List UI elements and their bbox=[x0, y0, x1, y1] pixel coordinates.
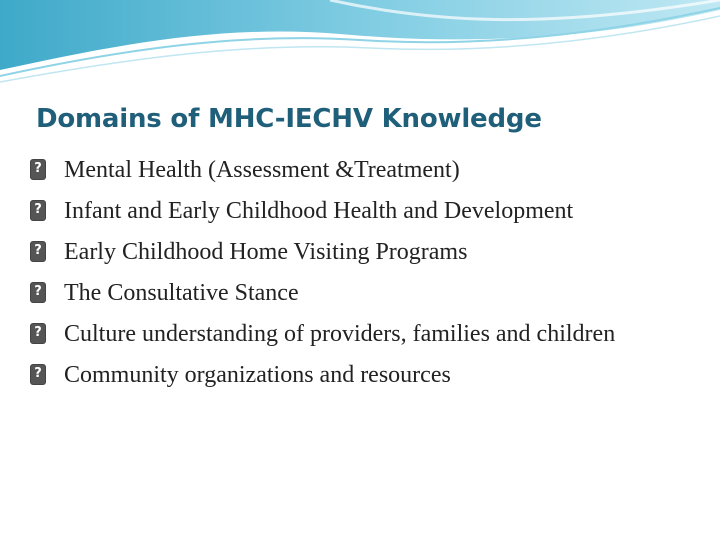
list-item bbox=[30, 195, 690, 227]
list-item-text: The Consultative Stance bbox=[64, 280, 299, 306]
list-item-text: Community organizations and resources bbox=[64, 362, 451, 388]
list-item-text: Early Childhood Home Visiting Programs bbox=[64, 239, 468, 265]
list-item bbox=[30, 277, 690, 309]
list-item-text: Culture understanding of providers, families and children bbox=[64, 321, 616, 347]
replacement-character-box-icon: ? bbox=[30, 323, 46, 344]
list-item bbox=[30, 359, 690, 391]
slide-title: Domains of MHC-IECHV Knowledge bbox=[36, 104, 542, 134]
replacement-character-box-icon: ? bbox=[30, 282, 46, 303]
list-item bbox=[30, 318, 690, 350]
bullet-list bbox=[30, 154, 690, 400]
replacement-character-box-icon: ? bbox=[30, 364, 46, 385]
replacement-character-box-icon: ? bbox=[30, 241, 46, 262]
list-item-text: Mental Health (Assessment &Treatment) bbox=[64, 157, 460, 183]
header-wave-decoration bbox=[0, 0, 720, 110]
list-item bbox=[30, 154, 690, 186]
replacement-character-box-icon: ? bbox=[30, 159, 46, 180]
list-item-text: Infant and Early Childhood Health and Development bbox=[64, 198, 574, 224]
list-item bbox=[30, 236, 690, 268]
replacement-character-box-icon: ? bbox=[30, 200, 46, 221]
